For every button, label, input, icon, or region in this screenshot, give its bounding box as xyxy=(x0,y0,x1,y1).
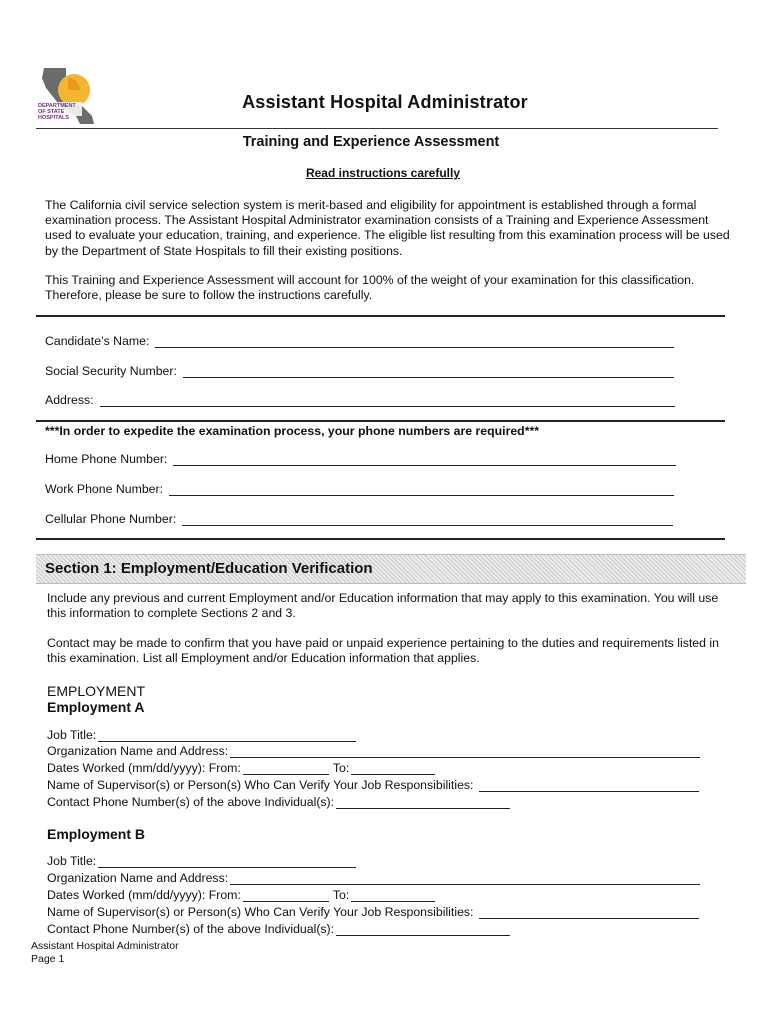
address-line[interactable] xyxy=(100,395,675,407)
section-1-title: Section 1: Employment/Education Verification xyxy=(45,560,373,577)
cell-phone-line[interactable] xyxy=(182,514,673,526)
job-title-label: Job Title: xyxy=(47,728,97,742)
dates-from-line[interactable] xyxy=(243,763,329,775)
employment-a-heading: Employment A xyxy=(47,699,145,715)
page-subtitle: Training and Experience Assessment xyxy=(242,134,500,150)
ssn-label: Social Security Number: xyxy=(45,364,177,378)
emp-a-job-title-field[interactable] xyxy=(47,728,356,742)
supervisor-label: Name of Supervisor(s) or Person(s) Who Can Verify Your Job Responsibilities: xyxy=(47,778,474,792)
emp-a-contact-field[interactable] xyxy=(47,795,510,809)
work-phone-line[interactable] xyxy=(169,484,674,496)
intro-paragraph-1: The California civil service selection system is merit-based and eligibility for appointment is established through a formal examination process. The Assistant Hospital Administrator examination consists of a Training and Experience Assessment used to evaluate your education, training, and experience. The eligible list resulting from this examination process will be used by the Department of State Hospitals to fill their existing positions. xyxy=(45,198,730,258)
candidate-name-label: Candidate’s Name: xyxy=(45,334,150,348)
dates-to-label: To: xyxy=(332,888,350,902)
intro-paragraph-2: This Training and Experience Assessment will account for 100% of the weight of your examination for this classification. Therefore, please be sure to follow the instructions carefully. xyxy=(45,273,695,303)
section-1-paragraph-2: Contact may be made to confirm that you have paid or unpaid experience pertaining to the duties and requirements listed in this examination. List all Employment and/or Education information that applies. xyxy=(47,636,719,666)
emp-b-contact-field[interactable] xyxy=(47,922,510,936)
footer-title: Assistant Hospital Administrator xyxy=(31,940,179,952)
dates-to-line[interactable] xyxy=(351,890,435,902)
page-title: Assistant Hospital Administrator xyxy=(242,92,528,112)
job-title-label: Job Title: xyxy=(47,854,97,868)
supervisor-line[interactable] xyxy=(479,907,699,919)
emp-b-dates-field[interactable] xyxy=(47,888,435,902)
contact-label: Contact Phone Number(s) of the above Individual(s): xyxy=(47,795,335,809)
ssn-line[interactable] xyxy=(183,366,674,378)
org-line[interactable] xyxy=(230,873,700,885)
candidate-name-field[interactable] xyxy=(45,334,674,348)
dates-from-label: Dates Worked (mm/dd/yyyy): From: xyxy=(47,888,241,902)
supervisor-label: Name of Supervisor(s) or Person(s) Who Can Verify Your Job Responsibilities: xyxy=(47,905,474,919)
section-1-paragraph-1: Include any previous and current Employment and/or Education information that may apply to this examination. You will use this information to complete Sections 2 and 3. xyxy=(47,591,719,621)
work-phone-label: Work Phone Number: xyxy=(45,482,164,496)
emp-a-dates-field[interactable] xyxy=(47,761,435,775)
candidate-name-line[interactable] xyxy=(155,336,674,348)
logo-text: DEPARTMENT OF STATE HOSPITALS xyxy=(38,103,76,121)
instructions-heading: Read instructions carefully xyxy=(305,166,461,180)
dates-from-line[interactable] xyxy=(243,890,329,902)
work-phone-field[interactable] xyxy=(45,482,674,496)
org-label: Organization Name and Address: xyxy=(47,871,229,885)
divider xyxy=(36,315,725,317)
cell-phone-label: Cellular Phone Number: xyxy=(45,512,177,526)
footer-page-number: Page 1 xyxy=(31,953,65,965)
dates-from-label: Dates Worked (mm/dd/yyyy): From: xyxy=(47,761,241,775)
title-divider xyxy=(36,128,718,129)
home-phone-field[interactable] xyxy=(45,452,676,466)
contact-label: Contact Phone Number(s) of the above Individual(s): xyxy=(47,922,335,936)
cell-phone-field[interactable] xyxy=(45,512,673,526)
address-field[interactable] xyxy=(45,393,675,407)
divider xyxy=(36,420,725,422)
home-phone-label: Home Phone Number: xyxy=(45,452,168,466)
employment-heading: EMPLOYMENT xyxy=(47,683,146,699)
divider xyxy=(36,538,725,540)
address-label: Address: xyxy=(45,393,94,407)
org-label: Organization Name and Address: xyxy=(47,744,229,758)
emp-b-org-field[interactable] xyxy=(47,871,700,885)
emp-a-org-field[interactable] xyxy=(47,744,700,758)
section-1-header xyxy=(36,554,746,584)
emp-a-supervisor-field[interactable] xyxy=(47,778,699,792)
contact-line[interactable] xyxy=(336,797,510,809)
dates-to-line[interactable] xyxy=(351,763,435,775)
employment-b-heading: Employment B xyxy=(47,826,146,842)
emp-b-supervisor-field[interactable] xyxy=(47,905,699,919)
job-title-line[interactable] xyxy=(98,730,356,742)
org-line[interactable] xyxy=(230,746,700,758)
emp-b-job-title-field[interactable] xyxy=(47,854,356,868)
job-title-line[interactable] xyxy=(98,856,356,868)
ssn-field[interactable] xyxy=(45,364,674,378)
phone-required-note: ***In order to expedite the examination process, your phone numbers are required*** xyxy=(45,424,540,438)
dates-to-label: To: xyxy=(332,761,350,775)
contact-line[interactable] xyxy=(336,924,510,936)
supervisor-line[interactable] xyxy=(479,780,699,792)
home-phone-line[interactable] xyxy=(173,454,676,466)
